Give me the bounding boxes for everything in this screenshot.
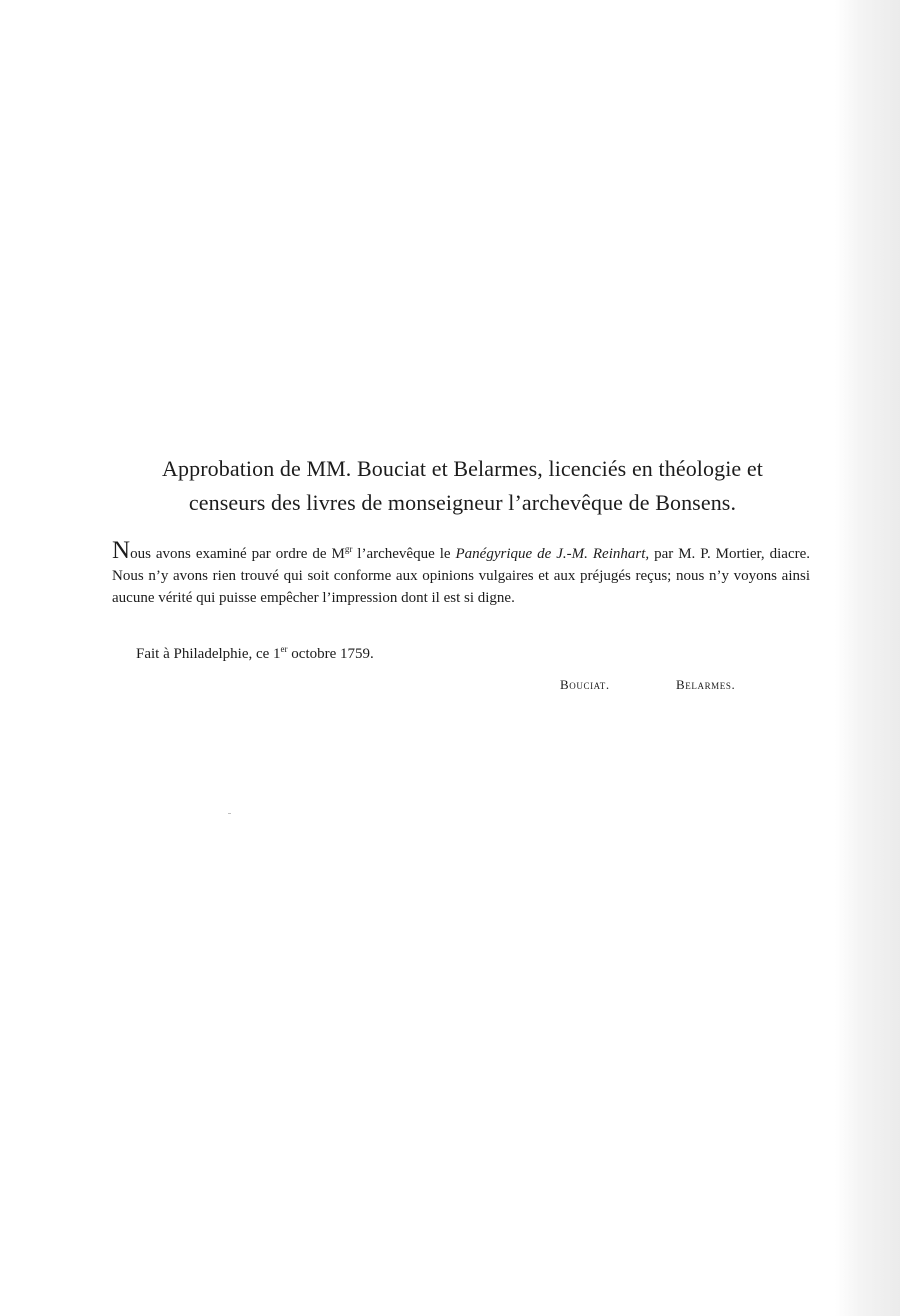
- paper-speck: [228, 813, 231, 814]
- paragraph-text-1: ous avons examiné par ordre de M: [130, 546, 345, 562]
- title-line-1: Approbation de MM. Bouciat et Belarmes, licenciés en théologie et: [162, 456, 763, 481]
- signature-bouciat: Bouciat.: [560, 677, 610, 692]
- signature-belarmes: Belarmes.: [676, 677, 736, 692]
- dateline-text-1: Fait à Philadelphie, ce 1: [136, 646, 281, 662]
- dateline-text-2: octobre 1759.: [287, 646, 374, 662]
- title-line-2: censeurs des livres de monseigneur l’archevêque de Bonsens.: [188, 490, 737, 515]
- approbation-title: [110, 452, 815, 520]
- superscript-mgr: gr: [344, 544, 353, 554]
- book-title: Panégyrique de J.-M. Reinhart,: [455, 546, 650, 562]
- drop-cap: N: [112, 537, 131, 564]
- approbation-paragraph: [112, 537, 810, 609]
- paragraph-text-2: l’archevêque le: [352, 546, 456, 562]
- dateline: [136, 643, 374, 665]
- superscript-er: er: [280, 644, 288, 654]
- paragraph-text-3: par M. P. Mortier, diacre. Nous n’y avons rien trouvé qui soit conforme aux opinions vulgaires et aux préjugés reçus; nous n’y voyons ainsi aucune vérité qui puisse empêcher l’impression dont il est si digne.: [112, 546, 810, 606]
